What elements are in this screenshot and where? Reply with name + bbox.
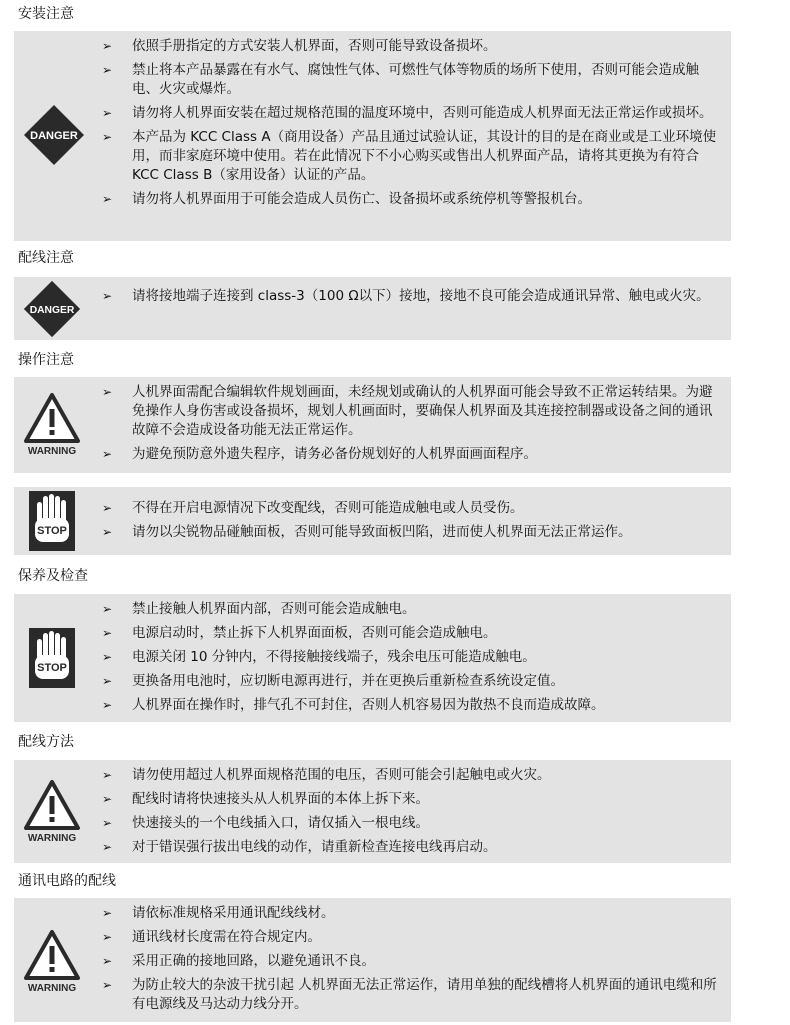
list-item [102,838,719,857]
bullet-arrow-icon: ➢ [102,602,113,616]
danger-icon [22,279,82,339]
notice-list-wiring-method [102,766,719,862]
notice-list-operation-stop [102,499,719,547]
list-item [102,976,719,1014]
item-text: 人机界面需配合编辑软件规划画面，未经规划或确认的人机界面可能会导致不正常运转结果。为避免操作人身伤害或设备损坏，规划人机画面时，要确保人机界面及其连接控制器或设备之间的通讯故障不会造成设备功能无法正常运作。 [132,384,713,438]
bullet-arrow-icon: ➢ [102,626,113,640]
item-text: 本产品为 KCC Class A（商用设备）产品且通过试验认证，其设计的目的是在商业或是工业环境使用，而非家庭环境中使用。若在此情况下不小心购买或售出人机界面产品，请将其更换为有符合 KCC Class B（家用设备）认证的产品。 [132,129,717,183]
bullet-arrow-icon: ➢ [102,792,113,806]
section-heading-operation: 操作注意 [18,352,74,368]
bullet-arrow-icon: ➢ [102,501,113,515]
notice-list-wiring-notice [102,287,719,311]
item-text: 通讯线材长度需在符合规定内。 [132,929,321,945]
bullet-arrow-icon: ➢ [102,840,113,854]
bullet-arrow-icon: ➢ [102,289,113,303]
list-item [102,287,719,306]
item-text: 人机界面在操作时，排气孔不可封住，否则人机容易因为散热不良而造成故障。 [132,697,605,713]
bullet-arrow-icon: ➢ [102,954,113,968]
item-text: 请依标准规格采用通讯配线线材。 [132,905,335,921]
item-text: 配线时请将快速接头从人机界面的本体上拆下来。 [132,791,429,807]
bullet-arrow-icon: ➢ [102,525,113,539]
bullet-arrow-icon: ➢ [102,930,113,944]
bullet-arrow-icon: ➢ [102,130,113,144]
bullet-arrow-icon: ➢ [102,674,113,688]
list-item [102,696,719,715]
notice-box-wiring-notice [14,277,731,340]
notice-box-operation-stop [14,487,731,555]
bullet-arrow-icon: ➢ [102,650,113,664]
list-item [102,814,719,833]
list-item [102,672,719,691]
svg-text:WARNING: WARNING [27,446,77,457]
list-item [102,37,719,56]
svg-text:STOP: STOP [37,525,67,537]
list-item [102,624,719,643]
list-item [102,61,719,99]
item-text: 请将接地端子连接到 class-3（100 Ω以下）接地，接地不良可能会造成通讯异常、触电或火灾。 [132,288,710,304]
bullet-arrow-icon: ➢ [102,816,113,830]
stop-icon [28,490,76,552]
section-heading-wiring-method: 配线方法 [18,734,74,750]
bullet-arrow-icon: ➢ [102,768,113,782]
bullet-arrow-icon: ➢ [102,698,113,712]
svg-text:DANGER: DANGER [30,130,78,142]
item-text: 禁止接触人机界面内部，否则可能会造成触电。 [132,601,416,617]
item-text: 采用正确的接地回路，以避免通讯不良。 [132,953,375,969]
bullet-arrow-icon: ➢ [102,906,113,920]
item-text: 依照手册指定的方式安装人机界面，否则可能导致设备损坏。 [132,38,497,54]
item-text: 请勿将人机界面用于可能会造成人员伤亡、设备损坏或系统停机等警报机台。 [132,191,591,207]
notice-box-comm-wiring [14,898,731,1022]
list-item [102,928,719,947]
list-item [102,648,719,667]
item-text: 禁止将本产品暴露在有水气、腐蚀性气体、可燃性气体等物质的场所下使用，否则可能会造成触电、火灾或爆炸。 [132,62,699,97]
bullet-arrow-icon: ➢ [102,978,113,992]
list-item [102,766,719,785]
notice-box-install [14,31,731,241]
list-item [102,523,719,542]
notice-list-operation-warning [102,383,719,469]
bullet-arrow-icon: ➢ [102,192,113,206]
list-item [102,128,719,185]
notice-box-wiring-method [14,760,731,863]
list-item [102,600,719,619]
notice-list-install [102,37,719,214]
danger-icon [22,103,86,167]
svg-text:STOP: STOP [37,662,67,674]
item-text: 对于错误强行拔出电线的动作，请重新检查连接电线再启动。 [132,839,497,855]
warning-icon [22,928,82,994]
item-text: 为防止较大的杂波干扰引起 人机界面无法正常运作，请用单独的配线槽将人机界面的通讯电缆和所有电源线及马达动力线分开。 [132,977,717,1012]
bullet-arrow-icon: ➢ [102,385,113,399]
item-text: 为避免预防意外遗失程序，请务必备份规划好的人机界面画面程序。 [132,446,537,462]
stop-icon [28,627,76,689]
list-item [102,383,719,440]
bullet-arrow-icon: ➢ [102,63,113,77]
item-text: 更换备用电池时，应切断电源再进行，并在更换后重新检查系统设定值。 [132,673,564,689]
list-item [102,952,719,971]
section-heading-comm-wiring: 通讯电路的配线 [18,873,116,889]
notice-list-maintenance [102,600,719,720]
item-text: 电源关闭 10 分钟内，不得接触接线端子，残余电压可能造成触电。 [132,649,536,665]
warning-icon [22,391,82,457]
item-text: 请勿使用超过人机界面规格范围的电压，否则可能会引起触电或火灾。 [132,767,551,783]
list-item [102,445,719,464]
list-item [102,190,719,209]
warning-icon [22,778,82,844]
list-item [102,790,719,809]
notice-box-maintenance [14,594,731,722]
item-text: 请勿将人机界面安装在超过规格范围的温度环境中，否则可能造成人机界面无法正常运作或损坏。 [132,105,713,121]
list-item [102,104,719,123]
section-heading-maintenance: 保养及检查 [18,568,88,584]
item-text: 不得在开启电源情况下改变配线，否则可能造成触电或人员受伤。 [132,500,524,516]
item-text: 电源启动时，禁止拆下人机界面面板，否则可能会造成触电。 [132,625,497,641]
svg-text:DANGER: DANGER [29,304,75,316]
notice-list-comm-wiring [102,904,719,1019]
list-item [102,904,719,923]
svg-text:WARNING: WARNING [27,833,77,844]
section-heading-wiring-notice: 配线注意 [18,250,74,266]
bullet-arrow-icon: ➢ [102,447,113,461]
item-text: 快速接头的一个电线插入口，请仅插入一根电线。 [132,815,429,831]
list-item [102,499,719,518]
section-heading-install: 安装注意 [18,6,74,22]
bullet-arrow-icon: ➢ [102,106,113,120]
bullet-arrow-icon: ➢ [102,39,113,53]
svg-text:WARNING: WARNING [27,983,77,994]
notice-box-operation-warning [14,377,731,473]
item-text: 请勿以尖锐物品碰触面板，否则可能导致面板凹陷，进而使人机界面无法正常运作。 [132,524,632,540]
